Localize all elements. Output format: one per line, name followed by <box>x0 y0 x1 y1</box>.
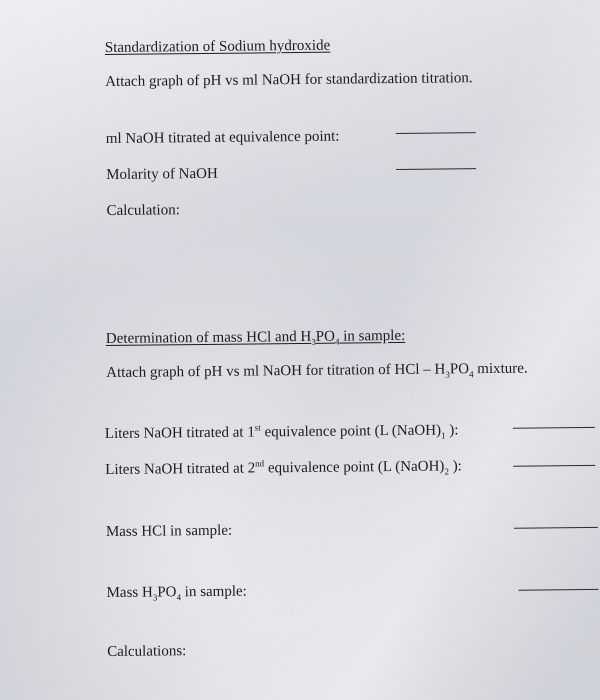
ml-naoh-label: ml NaOH titrated at equivalence point: <box>105 128 340 148</box>
liters-second-equivalence-blank[interactable] <box>513 465 595 467</box>
mass-hcl-label: Mass HCl in sample: <box>105 522 233 541</box>
section1-instruction: Attach graph of pH vs ml NaOH for standardization titration. <box>105 70 473 91</box>
mass-h3po4-blank[interactable] <box>519 589 599 591</box>
section2-title: Determination of mass HCl and $H_3PO_4$ in sample: <box>105 327 406 348</box>
molarity-label: Molarity of NaOH <box>106 165 218 184</box>
calculations-label: Calculations: <box>107 643 187 661</box>
liters-first-equivalence-blank[interactable] <box>513 427 595 429</box>
molarity-blank[interactable] <box>396 168 476 170</box>
liters-second-equivalence-label: Liters NaOH titrated at 2nd equivalence point (L $(NaOH)_2$ ): <box>105 458 462 479</box>
mass-h3po4-label: Mass $H_3PO_4$ in sample: <box>106 583 247 603</box>
liters-first-equivalence-label: Liters NaOH titrated at 1st equivalence point (L $(NaOH)_1$ ): <box>104 422 459 443</box>
ml-naoh-blank[interactable] <box>396 132 476 134</box>
calculation-label: Calculation: <box>106 202 180 220</box>
mass-hcl-blank[interactable] <box>514 527 598 529</box>
section1-title: Standardization of Sodium hydroxide <box>104 37 331 57</box>
section2-instruction: Attach graph of pH vs ml NaOH for titration of HCl – $H_3PO_4$ mixture. <box>106 360 528 382</box>
